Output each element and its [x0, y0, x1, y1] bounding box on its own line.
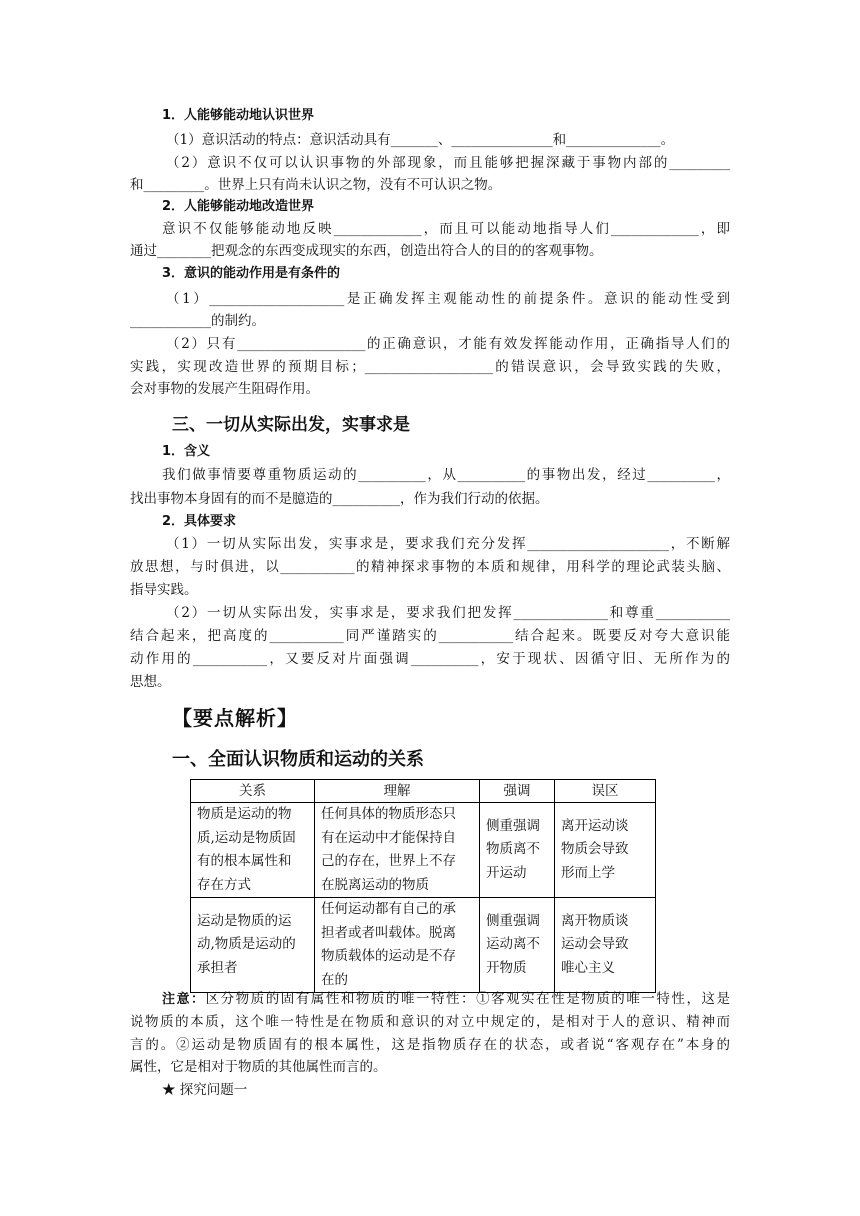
paragraph-line: （2）一切从实际出发，实事求是，要求我们把发挥______________和尊重___________ [166, 605, 730, 621]
cell-line: 任何运动都有自己的承 [321, 901, 456, 917]
table-cell [315, 898, 480, 993]
note-label: 注意： [162, 992, 206, 1007]
table-header-row [191, 780, 656, 803]
note-line: 说物质的本质，这个唯一特性是在物质和意识的对立中规定的，是相对于人的意识、精神而 [130, 1014, 730, 1030]
cell-line: 有的根本属性和 [197, 853, 292, 869]
cell-line: 物质离不 [486, 841, 540, 858]
cell-line: 己的存在，世界上不存 [321, 853, 456, 869]
explore-question-label: ★ 探究问题一 [162, 1082, 248, 1098]
paragraph-line: 指导实践。 [130, 582, 198, 598]
section-title: 1．人能够能动地认识世界 [162, 108, 315, 123]
cell-line: 物质载体的运动是不存 [321, 948, 456, 964]
column-header: 关系 [191, 780, 315, 803]
section-heading: 三、一切从实际出发，实事求是 [172, 415, 410, 435]
cell-line: 物质会导致 [561, 841, 629, 858]
note-line: 属性，它是相对于物质的其他属性而言的。 [130, 1059, 387, 1075]
table-cell [191, 803, 315, 898]
cell-line: 物质是运动的物 [197, 806, 292, 822]
note-text: 区分物质的固有属性和物质的唯一特性：①客观实在性是物质的唯一特性，这是 [205, 991, 730, 1007]
note-line [162, 990, 730, 1009]
paragraph-line: （2）意识不仅可以认识事物的外部现象，而且能够把握深藏于事物内部的_________ [166, 155, 730, 171]
cell-line: 担者或者叫载体。脱离 [321, 924, 456, 941]
cell-line: 动,物质是运动的 [197, 936, 296, 953]
cell-line: 质,运动是物质固 [197, 829, 296, 846]
matter-motion-table [190, 779, 656, 993]
cell-line: 在的 [321, 971, 348, 988]
paragraph-line: （1）意识活动的特点：意识活动具有_______、_______________和______________。 [166, 132, 675, 148]
column-header: 强调 [480, 780, 555, 803]
cell-line: 有在运动中才能保持自 [321, 829, 456, 846]
table-cell [555, 803, 656, 898]
table-cell [191, 898, 315, 993]
paragraph-line: （1）____________________是正确发挥主观能动性的前提条件。意识的能动性受到 [166, 291, 730, 307]
paragraph-line: 会对事物的发展产生阻碍作用。 [130, 381, 319, 397]
cell-line: 离开物质谈 [561, 912, 629, 929]
section-title: 3．意识的能动作用是有条件的 [162, 266, 341, 281]
key-points-heading: 【要点解析】 [172, 706, 298, 730]
table-cell [480, 898, 555, 993]
table-row [191, 803, 656, 898]
paragraph-line: 找出事物本身固有的而不是臆造的__________，作为我们行动的依据。 [130, 491, 549, 507]
paragraph-line: （2）只有___________________的正确意识，才能有效发挥能动作用，正确指导人们的 [166, 336, 730, 352]
section-title: 1．含义 [162, 444, 211, 459]
cell-line: 承担者 [197, 959, 238, 976]
cell-line: 开运动 [486, 864, 527, 881]
cell-line: 在脱离运动的物质 [321, 876, 429, 893]
cell-line: 任何具体的物质形态只 [321, 806, 456, 822]
cell-line: 运动会导致 [561, 936, 629, 953]
cell-line: 运动离不 [486, 936, 540, 953]
table-row [191, 898, 656, 993]
cell-line: 侧重强调 [486, 817, 540, 834]
table-cell [480, 803, 555, 898]
paragraph-line: 实践，实现改造世界的预期目标；___________________的错误意识，会导致实践的失败， [130, 359, 730, 375]
paragraph-line: ____________的制约。 [130, 313, 265, 329]
cell-line: 形而上学 [561, 864, 615, 881]
table-cell [315, 803, 480, 898]
paragraph-line: 意识不仅能够能动地反映_____________，而且可以能动地指导人们_____________，即 [162, 221, 730, 237]
column-header: 误区 [555, 780, 656, 803]
cell-line: 唯心主义 [561, 959, 615, 976]
cell-line: 运动是物质的运 [197, 912, 292, 929]
paragraph-line: （1）一切从实际出发，实事求是，要求我们充分发挥_____________________，不断解 [166, 536, 730, 552]
note-line: 言的。②运动是物质固有的根本属性，这是指物质存在的状态，或者说“客观存在”本身的 [130, 1037, 730, 1053]
paragraph-line: 动作用的___________，又要反对片面强调__________，安于现状、因循守旧、无所作为的 [130, 651, 730, 667]
paragraph-line: 和_________。世界上只有尚未认识之物，没有不可认识之物。 [130, 177, 502, 193]
table-cell [555, 898, 656, 993]
paragraph-line: 思想。 [130, 674, 171, 690]
section-title: 2．具体要求 [162, 514, 237, 529]
section-heading: 一、全面认识物质和运动的关系 [172, 749, 424, 770]
paragraph-line: 放思想，与时俱进，以___________的精神探求事物的本质和规律，用科学的理论武装头脑、 [130, 559, 730, 575]
cell-line: 存在方式 [197, 876, 251, 893]
cell-line: 离开运动谈 [561, 817, 629, 834]
paragraph-line: 通过________把观念的东西变成现实的东西，创造出符合人的目的的客观事物。 [130, 243, 603, 259]
column-header: 理解 [315, 780, 480, 803]
paragraph-line: 我们做事情要尊重物质运动的__________，从__________的事物出发，经过__________， [162, 467, 730, 483]
cell-line: 开物质 [486, 959, 527, 976]
paragraph-line: 结合起来，把高度的___________同严谨踏实的___________结合起来。既要反对夸大意识能 [130, 628, 730, 644]
section-title: 2．人能够能动地改造世界 [162, 199, 315, 214]
cell-line: 侧重强调 [486, 912, 540, 929]
